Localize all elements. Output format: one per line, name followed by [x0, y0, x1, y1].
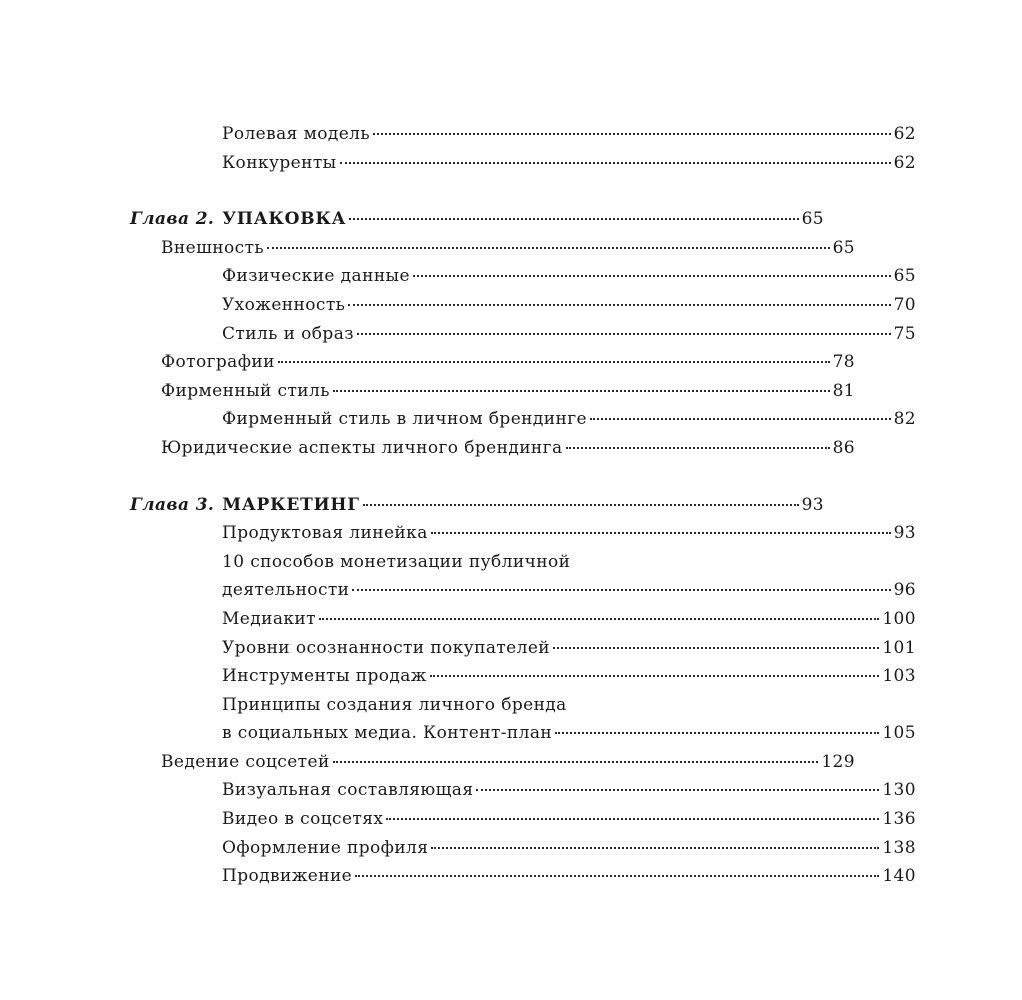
toc-line [222, 805, 1022, 834]
dot-leader [431, 847, 879, 849]
toc-entry-title: Ведение соцсетей [161, 751, 330, 772]
toc-page-number: 70 [893, 294, 916, 315]
toc-entry-title: Продуктовая линейка [222, 523, 428, 544]
dot-leader [476, 789, 879, 791]
toc-entry-title: Видео в соцсетях [222, 809, 384, 830]
toc-entry[interactable] [0, 634, 1022, 663]
toc-line [222, 149, 1022, 178]
toc-entry[interactable] [0, 519, 1022, 548]
dot-leader [431, 532, 891, 534]
toc-line [222, 291, 1022, 320]
toc-entry[interactable] [0, 434, 961, 463]
chapter-heading [130, 205, 346, 234]
toc-line [222, 634, 1022, 663]
toc-entry[interactable] [0, 605, 1022, 634]
toc-entry[interactable] [0, 748, 961, 777]
dot-leader [413, 275, 891, 277]
toc-entry-title: Медиакит [222, 608, 316, 629]
dot-leader [373, 133, 891, 135]
toc-chapter-heading[interactable] [0, 491, 930, 520]
toc-entry[interactable] [0, 548, 1022, 605]
dot-leader [278, 361, 830, 363]
toc-entry[interactable] [0, 149, 1022, 178]
dot-leader [340, 162, 891, 164]
toc-entry[interactable] [0, 862, 1022, 891]
toc-entry[interactable] [0, 834, 1022, 863]
dot-leader [590, 418, 891, 420]
toc-entry-title: Фирменный стиль в личном брендинге [222, 409, 587, 430]
toc-page-number: 65 [801, 209, 824, 230]
toc-line [161, 348, 961, 377]
toc-page-number: 65 [832, 237, 855, 258]
dot-leader [355, 875, 879, 877]
toc-page-number: 93 [801, 494, 824, 515]
toc-page-number: 81 [832, 380, 855, 401]
toc-page-number: 105 [882, 723, 916, 744]
toc-entry-title: в социальных медиа. Контент-план [222, 723, 553, 744]
toc-line [222, 262, 1022, 291]
dot-leader [333, 761, 819, 763]
toc-entry[interactable] [0, 120, 1022, 149]
toc-entry[interactable] [0, 262, 1022, 291]
dot-leader [363, 504, 799, 506]
toc-page-number: 100 [882, 608, 916, 629]
toc-line [130, 491, 930, 520]
toc-page-number: 129 [821, 751, 855, 772]
dot-leader [386, 818, 879, 820]
toc-entry[interactable] [0, 691, 1022, 748]
toc-entry-title: Инструменты продаж [222, 666, 427, 687]
toc-entry-title: Визуальная составляющая [222, 780, 474, 801]
toc-page-number: 136 [882, 809, 916, 830]
toc-page-number: 138 [882, 837, 916, 858]
dot-leader [357, 333, 891, 335]
toc-line [222, 862, 1022, 891]
toc-line [161, 377, 961, 406]
toc-entry-title: Ролевая модель [222, 124, 371, 144]
toc-entry[interactable] [0, 348, 961, 377]
toc-entry-title: Оформление профиля [222, 837, 429, 858]
toc-entry-title: Фирменный стиль [161, 380, 330, 401]
dot-leader [267, 247, 830, 249]
toc-line [222, 405, 1022, 434]
toc-entry-title: Физические данные [222, 266, 410, 287]
toc-line [161, 234, 961, 263]
toc-page-number: 78 [832, 352, 855, 373]
toc-entry-title: Стиль и образ [222, 323, 354, 344]
chapter-label: Глава 2. [130, 209, 215, 230]
toc-line [222, 834, 1022, 863]
dot-leader [319, 618, 879, 620]
dot-leader [430, 675, 880, 677]
toc-entry[interactable] [0, 805, 1022, 834]
toc-line [161, 748, 961, 777]
dot-leader [348, 304, 890, 306]
toc-entry[interactable] [0, 234, 961, 263]
toc-entry-title-line1: Принципы создания личного бренда [222, 694, 567, 715]
toc-line [222, 519, 1022, 548]
toc-chapter-heading[interactable] [0, 205, 930, 234]
toc-entry-title: Конкуренты [222, 152, 337, 173]
chapter-title: УПАКОВКА [222, 209, 347, 230]
toc-entry-title: Продвижение [222, 866, 353, 887]
section-gap [0, 463, 800, 491]
toc-page-number: 130 [882, 780, 916, 801]
toc-entry-title: Ухоженность [222, 294, 346, 315]
toc-entry-title: деятельности [222, 580, 350, 601]
toc-entry[interactable] [0, 776, 1022, 805]
toc-entry[interactable] [0, 377, 961, 406]
toc-page-number: 65 [893, 266, 916, 287]
toc-line [222, 576, 1022, 605]
toc-entry-title: Фотографии [161, 352, 275, 373]
toc-line [161, 434, 961, 463]
toc-entry-title: Юридические аспекты личного брендинга [161, 437, 563, 458]
toc-line [222, 605, 1022, 634]
dot-leader [555, 732, 879, 734]
toc-entry[interactable] [0, 291, 1022, 320]
toc-entry[interactable] [0, 320, 1022, 349]
toc-page-number: 86 [832, 437, 855, 458]
toc-line [222, 662, 1022, 691]
toc-page-number: 101 [882, 637, 916, 658]
toc-page-number: 103 [882, 666, 916, 687]
toc-page-number: 62 [893, 152, 916, 173]
section-gap [0, 177, 800, 205]
toc-line [222, 719, 1022, 748]
toc-entry[interactable] [0, 662, 1022, 691]
toc-entry-title: Внешность [161, 237, 265, 258]
dot-leader [349, 218, 798, 220]
toc-page-number: 62 [893, 124, 916, 144]
toc-line [222, 320, 1022, 349]
chapter-heading [130, 491, 360, 520]
table-of-contents [0, 120, 916, 891]
toc-entry-title-line1: 10 способов монетизации публичной [222, 551, 571, 572]
toc-page-number: 82 [893, 409, 916, 430]
dot-leader [566, 447, 830, 449]
toc-line [222, 120, 1022, 149]
toc-line [222, 776, 1022, 805]
toc-page-number: 96 [893, 580, 916, 601]
toc-page-number: 140 [882, 866, 916, 887]
chapter-label: Глава 3. [130, 494, 215, 515]
toc-entry-title: Уровни осознанности покупателей [222, 637, 551, 658]
toc-page-number: 93 [893, 523, 916, 544]
toc-entry[interactable] [0, 405, 1022, 434]
toc-line [130, 205, 930, 234]
toc-page-number: 75 [893, 323, 916, 344]
dot-leader [553, 647, 879, 649]
dot-leader [352, 589, 890, 591]
chapter-title: МАРКЕТИНГ [222, 494, 360, 515]
dot-leader [333, 390, 830, 392]
